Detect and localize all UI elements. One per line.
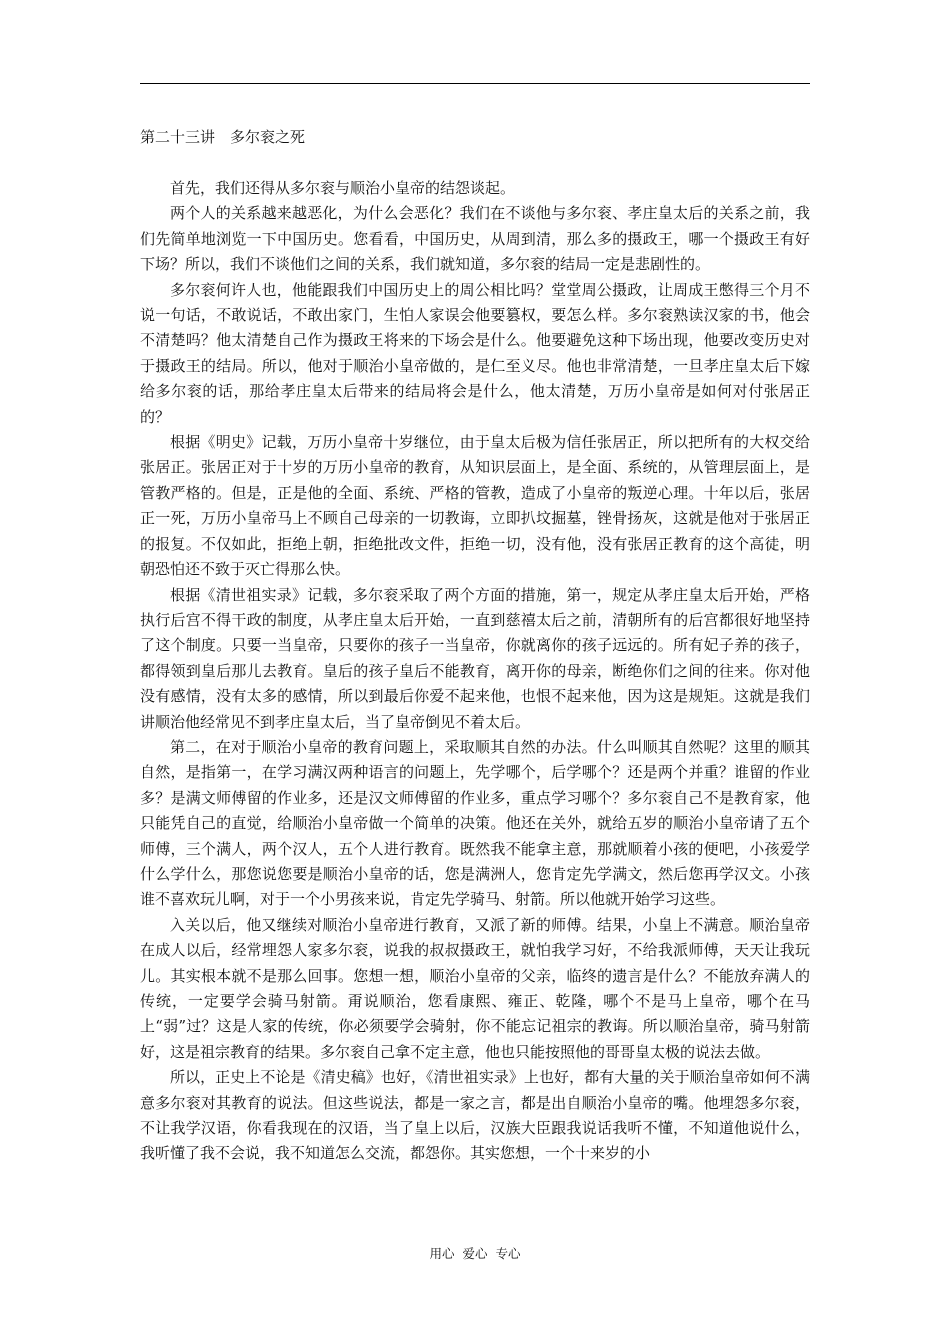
paragraph: 所以，正史上不论是《清史稿》也好，《清世祖实录》上也好，都有大量的关于顺治皇帝如何不满意多尔衮对其教育的说法。但这些说法，都是一家之言，都是出自顺治小皇帝的嘴。他埋怨多尔衮，不让我学汉语，你看我现在的汉语，当了皇上以后，汉族大臣跟我说话我听不懂，不知道他说什么，我听懂了我不会说，我不知道怎么交流，都怨你。其实您想，一个十来岁的小: [140, 1068, 810, 1163]
page-footer: 用心 爱心 专心: [429, 1246, 521, 1261]
paragraph: 入关以后，他又继续对顺治小皇帝进行教育，又派了新的师傅。结果，小皇上不满意。顺治皇帝在成人以后，经常埋怨人家多尔衮，说我的叔叔摄政王，就怕我学习好，不给我派师傅，天天让我玩儿。其实根本就不是那么回事。您想一想，顺治小皇帝的父亲，临终的遗言是什么？不能放弃满人的传统，一定要学会骑马射箭。甭说顺治，您看康熙、雍正、乾隆，哪个不是马上皇帝，哪个在马上“弱”过？这是人家的传统，你必须要学会骑射，你不能忘记祖宗的教诲。所以顺治皇帝，骑马射箭好，这是祖宗教育的结果。多尔衮自己拿不定主意，他也只能按照他的哥哥皇太极的说法去做。: [140, 915, 810, 1061]
paragraph: 根据《明史》记载，万历小皇帝十岁继位，由于皇太后极为信任张居正，所以把所有的大权交给张居正。张居正对于十岁的万历小皇帝的教育，从知识层面上，是全面、系统的，从管理层面上，是管教严格的。但是，正是他的全面、系统、严格的管教，造成了小皇帝的叛逆心理。十年以后，张居正一死，万历小皇帝马上不顾自己母亲的一切教诲，立即扒坟掘墓，锉骨扬灰，这就是他对于张居正的报复。不仅如此，拒绝上朝，拒绝批改文件，拒绝一切，没有他，没有张居正教育的这个高徒，明朝恐怕还不致于灭亡得那么快。: [140, 433, 810, 579]
header-rule: [140, 83, 810, 84]
paragraph: 首先，我们还得从多尔衮与顺治小皇帝的结怨谈起。: [170, 179, 516, 197]
paragraph: 第二，在对于顺治小皇帝的教育问题上，采取顺其自然的办法。什么叫顺其自然呢？这里的顺其自然，是指第一，在学习满汉两种语言的问题上，先学哪个，后学哪个？还是两个并重？谁留的作业多？是满文师傅留的作业多，还是汉文师傅留的作业多，重点学习哪个？多尔衮自己不是教育家，他只能凭自己的直觉，给顺治小皇帝做一个简单的决策。他还在关外，就给五岁的顺治小皇帝请了五个师傅，三个满人，两个汉人，五个人进行教育。既然我不能拿主意，那就顺着小孩的便吧，小孩爱学什么学什么，那您说您要是顺治小皇帝的话，您是满洲人，您肯定先学满文，然后您再学汉文。小孩谁不喜欢玩儿啊，对于一个小男孩来说，肯定先学骑马、射箭。所以他就开始学习这些。: [140, 737, 810, 909]
page-title: 第二十三讲 多尔衮之死: [140, 128, 306, 146]
paragraph: 多尔衮何许人也，他能跟我们中国历史上的周公相比吗？堂堂周公摄政，让周成王憋得三个月不说一句话，不敢说话，不敢出家门，生怕人家误会他要篡权，要怎么样。多尔衮熟读汉家的书，他会不清楚吗？他太清楚自己作为摄政王将来的下场会是什么。他要避免这种下场出现，他要改变历史对于摄政王的结局。所以，他对于顺治小皇帝做的，是仁至义尽。他也非常清楚，一旦孝庄皇太后下嫁给多尔衮的话，那给孝庄皇太后带来的结局将会是什么，他太清楚，万历小皇帝是如何对付张居正的？: [140, 280, 810, 426]
paragraph: 根据《清世祖实录》记载，多尔衮采取了两个方面的措施，第一，规定从孝庄皇太后开始，严格执行后宫不得干政的制度，从孝庄皇太后开始，一直到慈禧太后之前，清朝所有的后宫都很好地坚持了这个制度。只要一当皇帝，只要你的孩子一当皇帝，你就离你的孩子远远的。所有妃子养的孩子，都得领到皇后那儿去教育。皇后的孩子皇后不能教育，离开你的母亲，断绝你们之间的往来。你对他没有感情，没有太多的感情，所以到最后你爱不起来他，也恨不起来他，因为这是规矩。这就是我们讲顺治他经常见不到孝庄皇太后，当了皇帝倒见不着太后。: [140, 585, 810, 731]
document-body: [140, 176, 810, 1167]
paragraph: 两个人的关系越来越恶化，为什么会恶化？我们在不谈他与多尔衮、孝庄皇太后的关系之前，我们先简单地浏览一下中国历史。您看看，中国历史，从周到清，那么多的摄政王，哪一个摄政王有好下场？所以，我们不谈他们之间的关系，我们就知道，多尔衮的结局一定是悲剧性的。: [140, 204, 810, 274]
